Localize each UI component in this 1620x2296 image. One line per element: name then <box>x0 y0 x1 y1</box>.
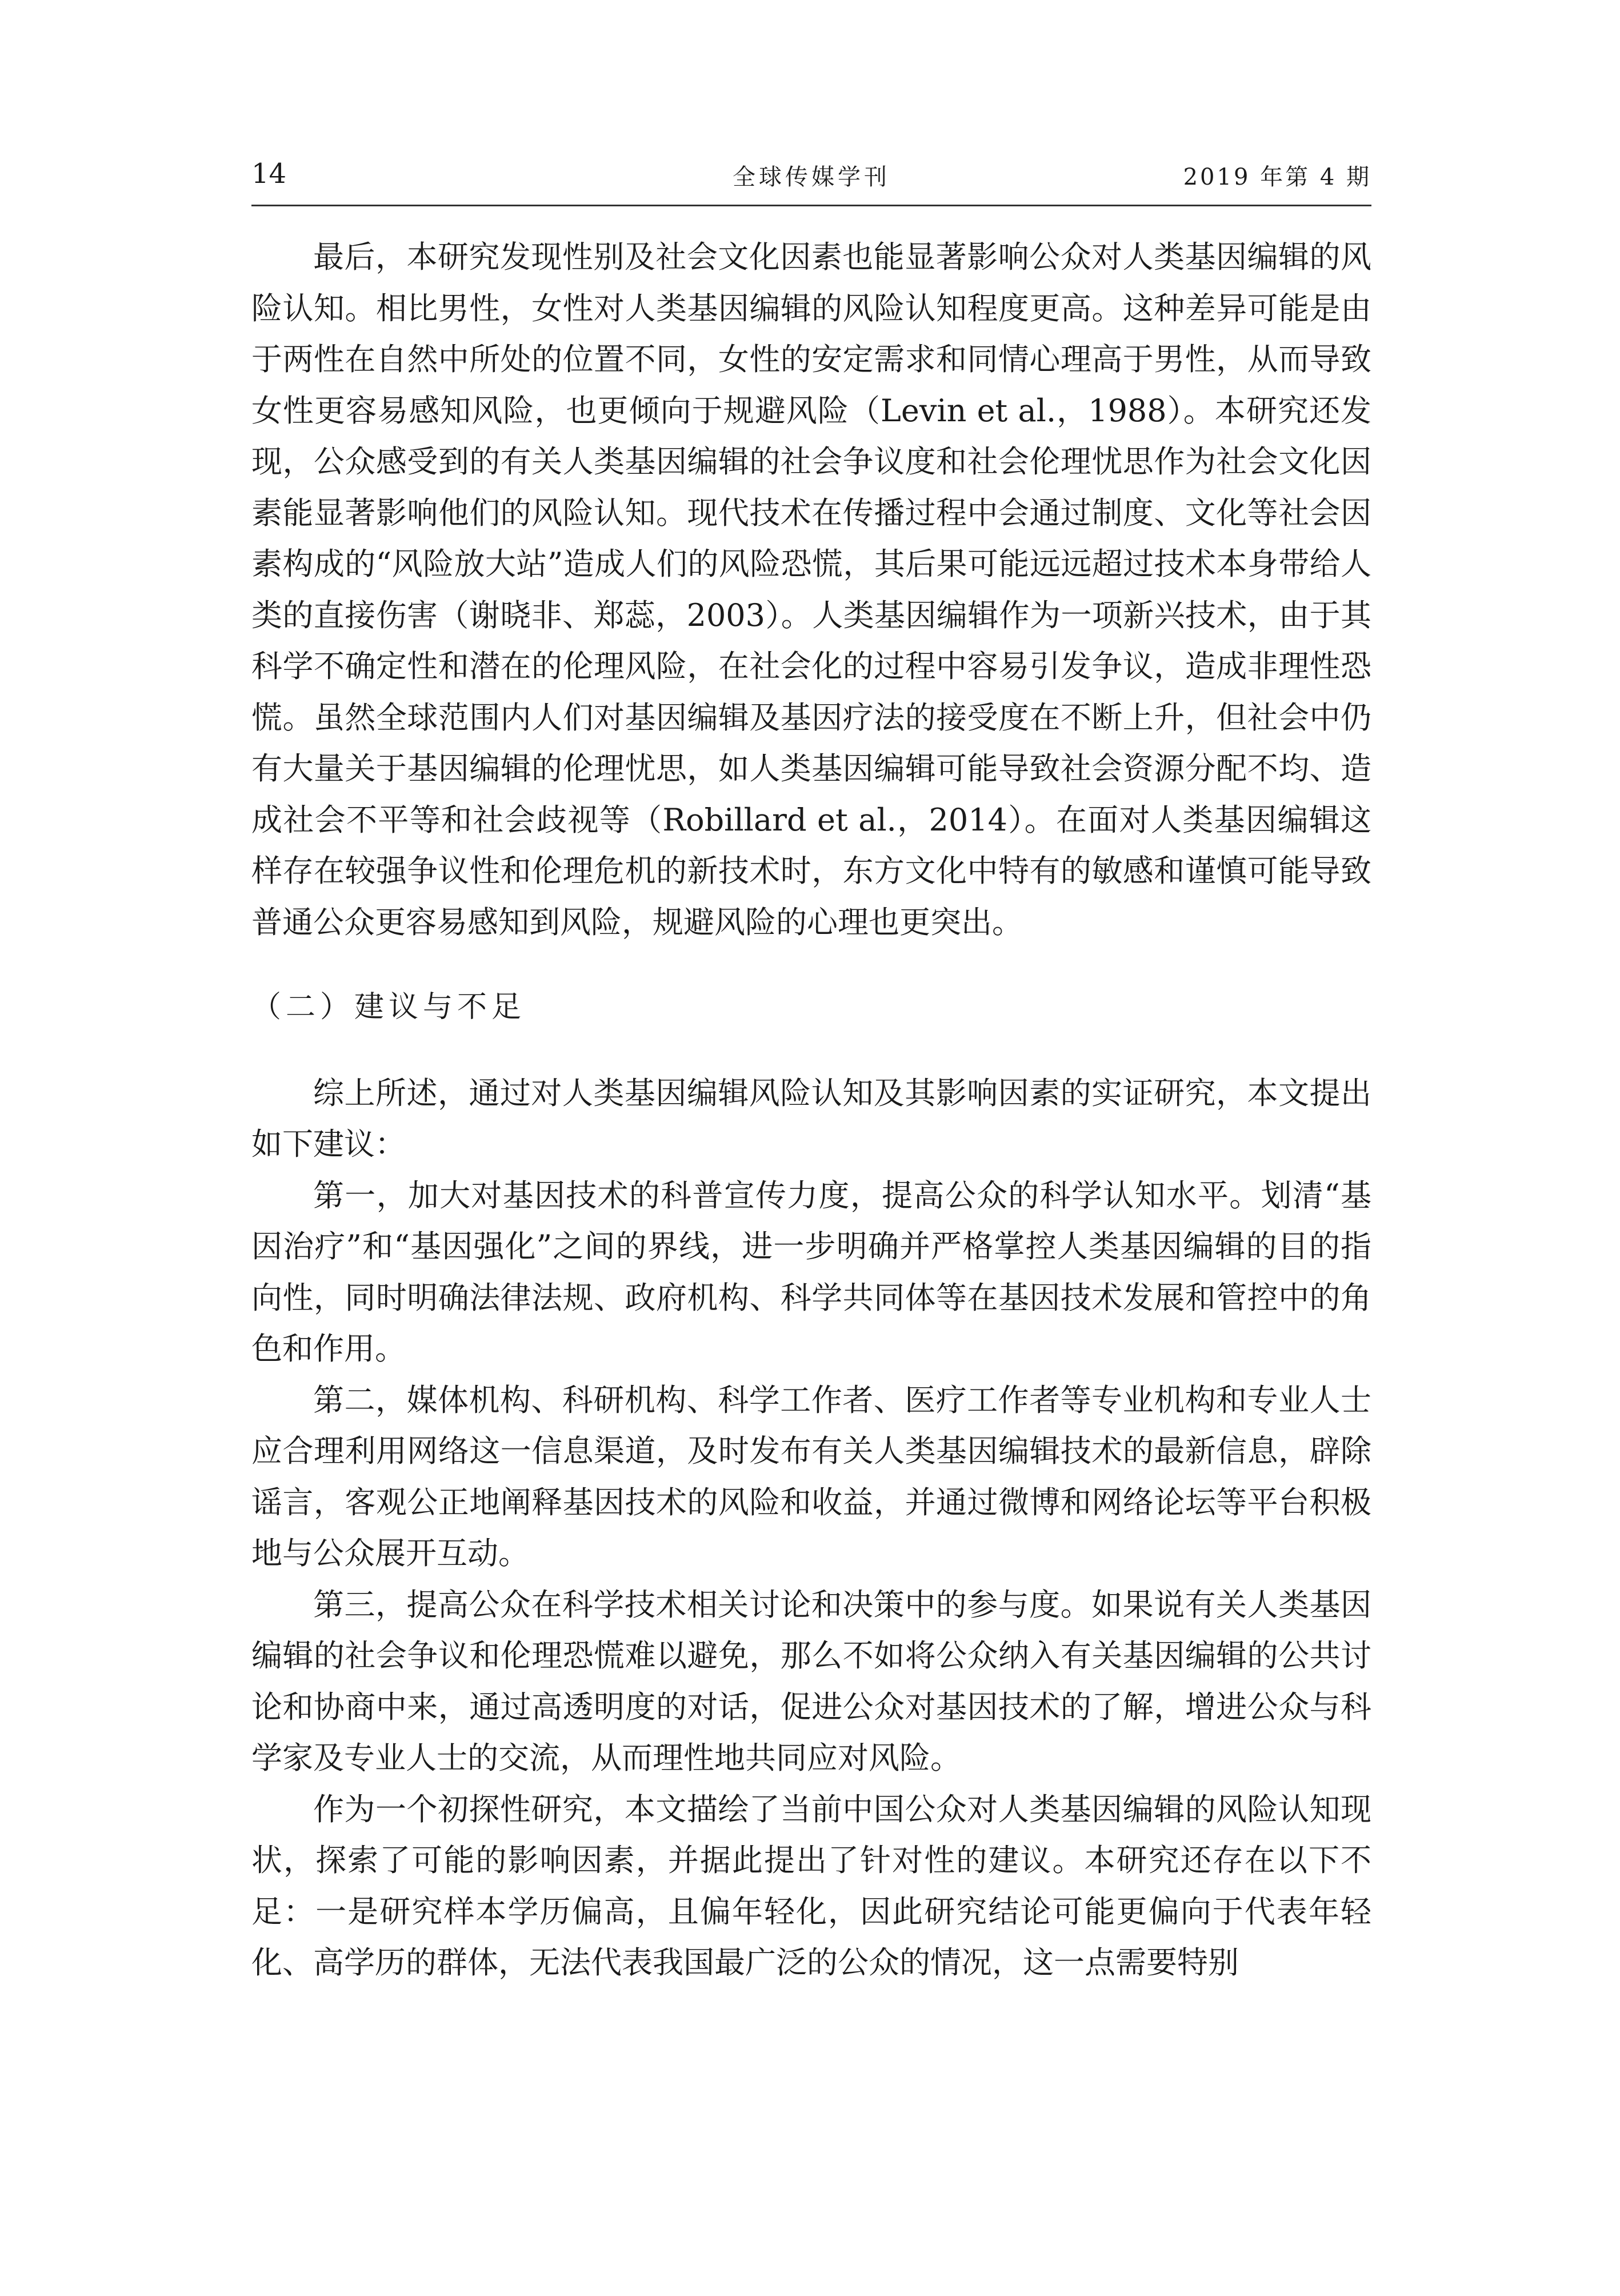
page-header <box>251 153 1371 206</box>
body-paragraph: 综上所述，通过对人类基因编辑风险认知及其影响因素的实证研究，本文提出如下建议： <box>251 1075 1371 1162</box>
page-number: 14 <box>251 158 287 190</box>
body-paragraph: 作为一个初探性研究，本文描绘了当前中国公众对人类基因编辑的风险认知现状，探索了可能的影响因素，并据此提出了针对性的建议。本研究还存在以下不足：一是研究样本学历偏高，且偏年轻化，因此研究结论可能更偏向于代表年轻化、高学历的群体，无法代表我国最广泛的公众的情况，这一点需要特别 <box>251 1791 1371 1980</box>
article-body <box>251 231 1371 1988</box>
body-paragraph: 第二，媒体机构、科研机构、科学工作者、医疗工作者等专业机构和专业人士应合理利用网络这一信息渠道，及时发布有关人类基因编辑技术的最新信息，辟除谣言，客观公正地阐释基因技术的风险和收益，并通过微博和网络论坛等平台积极地与公众展开互动。 <box>251 1381 1371 1571</box>
body-paragraph: 第三，提高公众在科学技术相关讨论和决策中的参与度。如果说有关人类基因编辑的社会争议和伦理恐慌难以避免，那么不如将公众纳入有关基因编辑的公共讨论和协商中来，通过高透明度的对话，促进公众对基因技术的了解，增进公众与科学家及专业人士的交流，从而理性地共同应对风险。 <box>251 1586 1371 1776</box>
section-heading: （二）建议与不足 <box>251 990 526 1024</box>
journal-title: 全球传媒学刊 <box>733 164 890 190</box>
body-paragraph: 第一，加大对基因技术的科普宣传力度，提高公众的科学认知水平。划清“基因治疗”和“基因强化”之间的界线，进一步明确并严格掌控人类基因编辑的目的指向性，同时明确法律法规、政府机构、科学共同体等在基因技术发展和管控中的角色和作用。 <box>251 1177 1371 1367</box>
body-paragraph: 最后，本研究发现性别及社会文化因素也能显著影响公众对人类基因编辑的风险认知。相比男性，女性对人类基因编辑的风险认知程度更高。这种差异可能是由于两性在自然中所处的位置不同，女性的安定需求和同情心理高于男性，从而导致女性更容易感知风险，也更倾向于规避风险（Levin et al.，1988）。本研究还发现，公众感受到的有关人类基因编辑的社会争议度和社会伦理忧思作为社会文化因素能显著影响他们的风险认知。现代技术在传播过程中会通过制度、文化等社会因素构成的“风险放大站”造成人们的风险恐慌，其后果可能远远超过技术本身带给人类的直接伤害（谢晓非、郑蕊，2003）。人类基因编辑作为一项新兴技术，由于其科学不确定性和潜在的伦理风险，在社会化的过程中容易引发争议，造成非理性恐慌。虽然全球范围内人们对基因编辑及基因疗法的接受度在不断上升，但社会中仍有大量关于基因编辑的伦理忧思，如人类基因编辑可能导致社会资源分配不均、造成社会不平等和社会歧视等（Robillard et al.，2014）。在面对人类基因编辑这样存在较强争议性和伦理危机的新技术时，东方文化中特有的敏感和谨慎可能导致普通公众更容易感知到风险，规避风险的心理也更突出。 <box>251 239 1371 940</box>
issue-label: 2019 年第 4 期 <box>1183 164 1371 190</box>
